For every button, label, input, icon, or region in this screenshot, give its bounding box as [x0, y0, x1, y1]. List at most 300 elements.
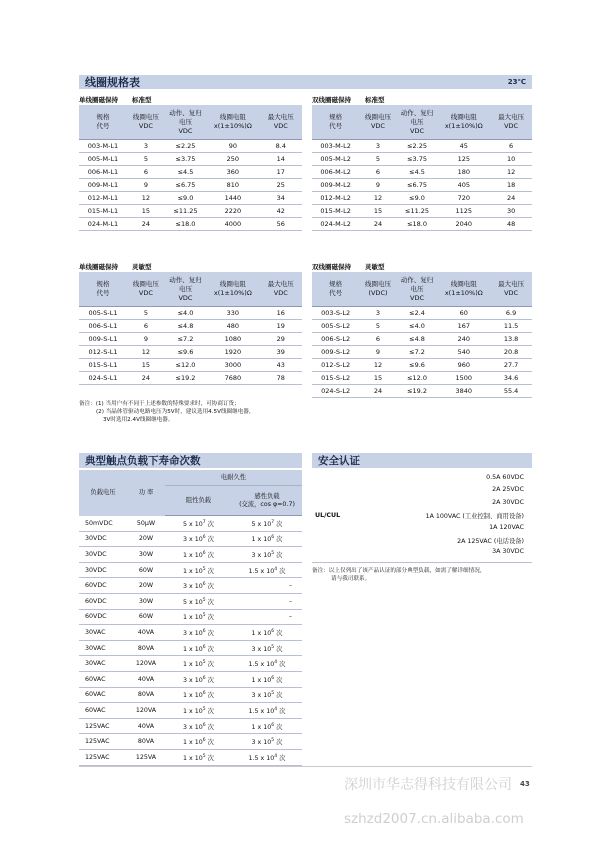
life-table-row [79, 625, 302, 641]
spec-table-cell: 12 [127, 346, 165, 359]
spec-table-cell: 14 [260, 153, 302, 166]
cert-rating: 3A 30VDC [492, 548, 524, 556]
life-table-row [79, 656, 302, 672]
life-section-bar [79, 453, 302, 468]
life-table-row [79, 640, 302, 656]
spec-table-row [79, 359, 302, 372]
life-resistive: 1 x $10^5$ 次 [165, 609, 232, 625]
life-header-inductive-label: 感性负载 [254, 492, 280, 500]
spec-table-cell: ≤19.2 [165, 372, 206, 385]
spec-table-cell: ≤3.75 [397, 153, 438, 166]
spec-table-cell: 003-M-L2 [312, 140, 359, 153]
spec-table-header: 最大电压 VDC [260, 272, 302, 307]
life-voltage: 60VAC [79, 671, 127, 687]
life-power: 40VA [127, 718, 165, 734]
spec-table-label [312, 95, 385, 104]
life-inductive: 5 x $10^7$ 次 [232, 516, 302, 532]
spec-table-header: 线圈电阻 x(1±10%)Ω [206, 272, 260, 307]
spec-table-cell: ≤4.8 [397, 333, 438, 346]
spec-table-header: 线圈电阻 x(1±10%)Ω [437, 105, 490, 140]
spec-table-row [312, 320, 532, 333]
spec-table-cell: 009-M-L1 [79, 179, 127, 192]
spec-table-header: 线圈电阻 x(1±10%)Ω [437, 272, 490, 307]
spec-table-cell: 006-M-L2 [312, 166, 359, 179]
spec-table-cell: 30 [490, 205, 532, 218]
spec-table-cell: 024-M-L2 [312, 218, 359, 231]
watermark-company: 深圳市华志得科技有限公司 [344, 777, 512, 793]
life-power: 20W [127, 578, 165, 594]
spec-table-cell: 3 [359, 140, 396, 153]
spec-table-cell: ≤3.75 [165, 153, 206, 166]
spec-table-cell: ≤9.6 [397, 359, 438, 372]
life-resistive: 5 x $10^5$ 次 [165, 593, 232, 609]
cert-rating: 2A 125VAC (电话设备) [457, 538, 524, 545]
cert-rating: 1A 120VAC [489, 523, 524, 531]
life-table-row [79, 703, 302, 719]
life-voltage: 125VAC [79, 749, 127, 765]
spec-table-row [312, 333, 532, 346]
spec-table-cell: 720 [437, 192, 490, 205]
spec-table-cell: 56 [260, 218, 302, 231]
spec-table-row [79, 307, 302, 320]
life-power: 40VA [127, 625, 165, 641]
spec-table-cell: 012-S-L2 [312, 359, 359, 372]
spec-table-cell: 6 [359, 333, 396, 346]
spec-table-cell: 012-S-L1 [79, 346, 127, 359]
cert-rating: 2A 25VDC [492, 486, 524, 494]
spec-table-cell: 34 [260, 192, 302, 205]
life-inductive: 3 x $10^5$ 次 [232, 734, 302, 750]
life-power: 20W [127, 531, 165, 547]
spec-table-cell: 24 [127, 218, 165, 231]
spec-table-label [79, 262, 152, 271]
temperature-label: 23℃ [507, 78, 526, 86]
spec-table-cell: 6 [127, 320, 165, 333]
life-inductive: 3 x $10^5$ 次 [232, 687, 302, 703]
life-inductive: 3 x $10^5$ 次 [232, 547, 302, 563]
watermark-url: szhzd2007.cn.alibaba.com [344, 811, 524, 827]
life-resistive: 1 x $10^5$ 次 [165, 703, 232, 719]
spec-table-cell: 9 [359, 179, 396, 192]
spec-table-cell: 11.5 [490, 320, 532, 333]
spec-table-cell: 330 [206, 307, 260, 320]
cert-box [312, 470, 532, 563]
life-table-row [79, 593, 302, 609]
life-table [79, 470, 302, 766]
spec-table-row [312, 205, 532, 218]
life-inductive: 1.5 x $10^4$ 次 [232, 749, 302, 765]
spec-table-row [79, 192, 302, 205]
spec-table-row [312, 372, 532, 385]
spec-table-cell: 024-S-L1 [79, 372, 127, 385]
cert-rating: 1A 100VAC (工业控制、商用设备) [425, 513, 524, 521]
spec-table-cell: ≤7.2 [165, 333, 206, 346]
spec-table-cell: 015-S-L1 [79, 359, 127, 372]
spec-table-cell: 1080 [206, 333, 260, 346]
spec-table-header: 最大电压 VDC [490, 105, 532, 140]
life-resistive: 3 x $10^6$ 次 [165, 531, 232, 547]
spec-table-row [312, 385, 532, 398]
spec-table-cell: 15 [359, 372, 396, 385]
life-section-title: 典型触点负载下寿命次数 [85, 455, 201, 467]
coil-note-3: 3V时选用2.4V线圈继电器。 [103, 417, 174, 423]
life-table-row [79, 609, 302, 625]
spec-table-cell: 12 [359, 192, 396, 205]
spec-table-cell: 12 [127, 192, 165, 205]
spec-table-cell: 55.4 [490, 385, 532, 398]
spec-table-cell: 012-M-L2 [312, 192, 359, 205]
life-header-power: 功 率 [127, 470, 165, 516]
spec-table-cell: 24 [490, 192, 532, 205]
spec-table-cell: 13.8 [490, 333, 532, 346]
coil-section-bar [79, 75, 532, 89]
spec-table-cell: 003-M-L1 [79, 140, 127, 153]
spec-table-cell: 024-S-L2 [312, 385, 359, 398]
spec-table-label [312, 262, 385, 271]
spec-table-row [79, 218, 302, 231]
spec-table-row [79, 179, 302, 192]
spec-table-cell: 5 [127, 153, 165, 166]
spec-table-header: 动作、复归 电压 VDC [397, 272, 438, 307]
spec-table-cell: ≤2.4 [397, 307, 438, 320]
spec-table-cell: 20.8 [490, 346, 532, 359]
life-power: 40VA [127, 671, 165, 687]
life-header-load: 负载电压 [79, 470, 127, 516]
spec-table-row [312, 166, 532, 179]
life-table-row [79, 578, 302, 594]
spec-table-cell: 15 [359, 205, 396, 218]
spec-table-cell: 015-M-L2 [312, 205, 359, 218]
life-voltage: 60VAC [79, 687, 127, 703]
spec-table-cell: 167 [437, 320, 490, 333]
spec-table-header: 线圈电压 VDC [127, 272, 165, 307]
spec-table-cell: 009-S-L1 [79, 333, 127, 346]
spec-table-cell: 5 [127, 307, 165, 320]
spec-table-cell: 45 [437, 140, 490, 153]
life-table-row [79, 562, 302, 578]
spec-table-cell: 4000 [206, 218, 260, 231]
spec-table-row [79, 153, 302, 166]
spec-table-cell: 960 [437, 359, 490, 372]
spec-table-cell: 7680 [206, 372, 260, 385]
life-power: 30W [127, 593, 165, 609]
life-power: 80VA [127, 734, 165, 750]
spec-table-cell: 006-M-L1 [79, 166, 127, 179]
spec-table-row [312, 192, 532, 205]
spec-table-cell: 810 [206, 179, 260, 192]
spec-table-header: 线圈电压 (VDC) [359, 272, 396, 307]
life-table-row [79, 718, 302, 734]
spec-table-cell: ≤18.0 [397, 218, 438, 231]
spec-table-cell: 12 [359, 359, 396, 372]
life-table-row [79, 671, 302, 687]
spec-table-type: 双线圈磁保持 [312, 96, 351, 104]
spec-table-cell: 60 [437, 307, 490, 320]
spec-table-header: 动作、复归 电压 VDC [165, 272, 206, 307]
coil-note-2: (2) 当晶体管驱动电路电压为5V时，建议选用4.5V线圈继电器， [96, 409, 255, 415]
spec-table-cell: ≤9.0 [165, 192, 206, 205]
spec-table-cell: 6 [490, 140, 532, 153]
spec-table-cell: 6.9 [490, 307, 532, 320]
life-power: 120VA [127, 656, 165, 672]
spec-table-row [79, 320, 302, 333]
spec-table-variant: 标准型 [365, 96, 385, 104]
spec-table-cell: 16 [260, 307, 302, 320]
life-voltage: 60VDC [79, 578, 127, 594]
life-voltage: 125VAC [79, 718, 127, 734]
spec-table-cell: 180 [437, 166, 490, 179]
spec-table-cell: 1440 [206, 192, 260, 205]
spec-table-cell: 5 [359, 320, 396, 333]
life-resistive: 1 x $10^5$ 次 [165, 749, 232, 765]
spec-table-cell: 006-S-L2 [312, 333, 359, 346]
spec-table-cell: 3840 [437, 385, 490, 398]
spec-table-header: 规格 代号 [79, 272, 127, 307]
spec-table-cell: 42 [260, 205, 302, 218]
spec-table-cell: 24 [359, 218, 396, 231]
spec-table-cell: ≤6.75 [165, 179, 206, 192]
spec-table-cell: ≤9.0 [397, 192, 438, 205]
spec-table-cell: 78 [260, 372, 302, 385]
spec-table-cell: ≤19.2 [397, 385, 438, 398]
spec-table-cell: 240 [437, 333, 490, 346]
cert-section-title: 安全认证 [318, 455, 360, 467]
spec-table-header: 线圈电压 VDC [359, 105, 396, 140]
coil-note-1: 备注：(1) 当用户有不同于上述参数的特殊要求时，可协商订货； [79, 401, 240, 407]
spec-table-variant: 灵敏型 [365, 263, 385, 271]
life-inductive: – [232, 578, 302, 594]
life-power: 80VA [127, 640, 165, 656]
spec-table-cell: 009-S-L2 [312, 346, 359, 359]
spec-table-cell: ≤2.25 [165, 140, 206, 153]
spec-table-header: 线圈电压 VDC [127, 105, 165, 140]
spec-table-row [312, 140, 532, 153]
life-resistive: 3 x $10^6$ 次 [165, 578, 232, 594]
life-voltage: 30VDC [79, 531, 127, 547]
spec-table-header: 动作、复归 电压 VDC [165, 105, 206, 140]
spec-table-cell: ≤9.6 [165, 346, 206, 359]
spec-table-row [312, 307, 532, 320]
spec-table-cell: ≤4.5 [397, 166, 438, 179]
life-resistive: 1 x $10^6$ 次 [165, 640, 232, 656]
life-resistive: 3 x $10^6$ 次 [165, 671, 232, 687]
life-power: 120VA [127, 703, 165, 719]
life-header-inductive-sub: (交流，cos φ=0.7) [239, 500, 295, 508]
spec-table-cell: 405 [437, 179, 490, 192]
spec-table-cell: 015-S-L2 [312, 372, 359, 385]
spec-table-cell: 2220 [206, 205, 260, 218]
spec-table-header: 线圈电阻 x(1±10%)Ω [206, 105, 260, 140]
life-table-row [79, 687, 302, 703]
life-resistive: 1 x $10^5$ 次 [165, 562, 232, 578]
life-voltage: 30VDC [79, 562, 127, 578]
spec-table-cell: 3000 [206, 359, 260, 372]
spec-table-cell: 1125 [437, 205, 490, 218]
life-resistive: 1 x $10^6$ 次 [165, 687, 232, 703]
spec-table-row [79, 333, 302, 346]
life-inductive: 1 x $10^6$ 次 [232, 625, 302, 641]
spec-table-variant: 标准型 [132, 96, 152, 104]
life-resistive: 3 x $10^6$ 次 [165, 718, 232, 734]
spec-table-cell: 6 [359, 166, 396, 179]
life-inductive: 1 x $10^6$ 次 [232, 671, 302, 687]
life-voltage: 30VAC [79, 656, 127, 672]
spec-table-row [79, 205, 302, 218]
spec-table-cell: 006-S-L1 [79, 320, 127, 333]
spec-table-row [79, 166, 302, 179]
page-number: 43 [520, 780, 530, 788]
spec-table-cell: 005-M-L1 [79, 153, 127, 166]
spec-table-cell: ≤7.2 [397, 346, 438, 359]
life-power: 60W [127, 562, 165, 578]
spec-table-cell: 360 [206, 166, 260, 179]
spec-table-cell: ≤18.0 [165, 218, 206, 231]
spec-table-cell: 250 [206, 153, 260, 166]
spec-table-cell: 15 [127, 205, 165, 218]
life-power: 125VA [127, 749, 165, 765]
spec-table-header: 规格 代号 [79, 105, 127, 140]
life-power: 60W [127, 609, 165, 625]
life-table-row [79, 734, 302, 750]
cert-rating: 2A 30VDC [492, 498, 524, 506]
spec-table-row [312, 346, 532, 359]
spec-table-cell: ≤12.0 [397, 372, 438, 385]
spec-table-cell: 005-S-L2 [312, 320, 359, 333]
spec-table [312, 272, 532, 398]
spec-table-cell: 19 [260, 320, 302, 333]
spec-table-row [79, 346, 302, 359]
spec-table-cell: 1500 [437, 372, 490, 385]
spec-table-cell: 43 [260, 359, 302, 372]
life-header-endurance: 电耐久性 [165, 470, 302, 486]
life-inductive: 1.5 x $10^4$ 次 [232, 703, 302, 719]
spec-table-cell: 17 [260, 166, 302, 179]
life-resistive: 1 x $10^5$ 次 [165, 656, 232, 672]
spec-table-label [79, 95, 152, 104]
life-inductive: 1 x $10^6$ 次 [232, 718, 302, 734]
spec-table-type: 单线圈磁保持 [79, 263, 118, 271]
spec-table [79, 105, 302, 231]
spec-table-row [312, 218, 532, 231]
life-voltage: 50mVDC [79, 516, 127, 532]
spec-table-cell: 005-S-L1 [79, 307, 127, 320]
cert-note [312, 567, 485, 583]
life-voltage: 60VAC [79, 703, 127, 719]
spec-table-cell: ≤4.8 [165, 320, 206, 333]
spec-table-cell: 9 [127, 179, 165, 192]
life-table-row [79, 531, 302, 547]
spec-table-row [312, 153, 532, 166]
spec-table-variant: 灵敏型 [132, 263, 152, 271]
spec-table-cell: 8.4 [260, 140, 302, 153]
spec-table-cell: 12 [490, 166, 532, 179]
spec-table-cell: 90 [206, 140, 260, 153]
spec-table-cell: 29 [260, 333, 302, 346]
life-resistive: 1 x $10^6$ 次 [165, 734, 232, 750]
life-resistive: 3 x $10^6$ 次 [165, 625, 232, 641]
spec-table-cell: 9 [127, 333, 165, 346]
spec-table-cell: 024-M-L1 [79, 218, 127, 231]
spec-table-row [79, 372, 302, 385]
cert-label: UL/CUL [315, 512, 341, 519]
spec-table [79, 272, 302, 385]
coil-section-title: 线圈规格表 [85, 76, 140, 89]
life-voltage: 30VDC [79, 547, 127, 563]
spec-table-cell: 27.7 [490, 359, 532, 372]
life-inductive: – [232, 593, 302, 609]
cert-note-line-2: 请与我司联系。 [331, 576, 371, 582]
spec-table-cell: ≤4.0 [165, 307, 206, 320]
coil-notes [79, 400, 254, 424]
life-voltage: 30VAC [79, 625, 127, 641]
spec-table-cell: 1920 [206, 346, 260, 359]
cert-section-bar [312, 453, 532, 468]
spec-table-cell: 015-M-L1 [79, 205, 127, 218]
spec-table-cell: ≤11.25 [165, 205, 206, 218]
life-power: 80VA [127, 687, 165, 703]
life-power: 30W [127, 547, 165, 563]
spec-table-cell: 3 [127, 140, 165, 153]
cert-rating: 0.5A 60VDC [486, 474, 524, 481]
life-header-resistive: 阻性负载 [165, 486, 232, 516]
spec-table-cell: 34.6 [490, 372, 532, 385]
spec-table-row [312, 359, 532, 372]
life-table-row [79, 749, 302, 765]
spec-table-cell: ≤4.5 [165, 166, 206, 179]
spec-table-type: 单线圈磁保持 [79, 96, 118, 104]
life-resistive: 1 x $10^6$ 次 [165, 547, 232, 563]
spec-table-cell: 3 [359, 307, 396, 320]
spec-table-cell: ≤12.0 [165, 359, 206, 372]
spec-table-header: 规格 代号 [312, 272, 359, 307]
life-table-row [79, 516, 302, 532]
spec-table-cell: 005-M-L2 [312, 153, 359, 166]
spec-table-cell: ≤4.0 [397, 320, 438, 333]
spec-table-cell: 540 [437, 346, 490, 359]
life-inductive: 1.5 x $10^4$ 次 [232, 656, 302, 672]
life-header-inductive [232, 486, 302, 516]
spec-table-header: 最大电压 VDC [490, 272, 532, 307]
spec-table-cell: 18 [490, 179, 532, 192]
cert-note-line-1: 备注：以上仅列出了该产品认证的部分典型负载，如需了解详细情况， [312, 568, 486, 574]
spec-table-header: 动作、复归 电压 VDC [397, 105, 438, 140]
footer-divider [79, 766, 532, 767]
spec-table-cell: 15 [127, 359, 165, 372]
spec-table-cell: 003-S-L2 [312, 307, 359, 320]
spec-table-cell: 39 [260, 346, 302, 359]
life-voltage: 60VDC [79, 609, 127, 625]
spec-table-row [79, 140, 302, 153]
spec-table-cell: 48 [490, 218, 532, 231]
spec-table-cell: 5 [359, 153, 396, 166]
spec-table-cell: 009-M-L2 [312, 179, 359, 192]
life-inductive: 1.5 x $10^4$ 次 [232, 562, 302, 578]
life-inductive: 3 x $10^5$ 次 [232, 640, 302, 656]
spec-table-cell: ≤11.25 [397, 205, 438, 218]
spec-table-header: 最大电压 VDC [260, 105, 302, 140]
spec-table-cell: 2040 [437, 218, 490, 231]
spec-table [312, 105, 532, 231]
life-table-row [79, 547, 302, 563]
spec-table-row [312, 179, 532, 192]
life-voltage: 60VDC [79, 593, 127, 609]
spec-table-cell: ≤6.75 [397, 179, 438, 192]
spec-table-cell: 012-M-L1 [79, 192, 127, 205]
spec-table-cell: 9 [359, 346, 396, 359]
spec-table-cell: 6 [127, 166, 165, 179]
life-voltage: 125VAC [79, 734, 127, 750]
life-voltage: 30VAC [79, 640, 127, 656]
